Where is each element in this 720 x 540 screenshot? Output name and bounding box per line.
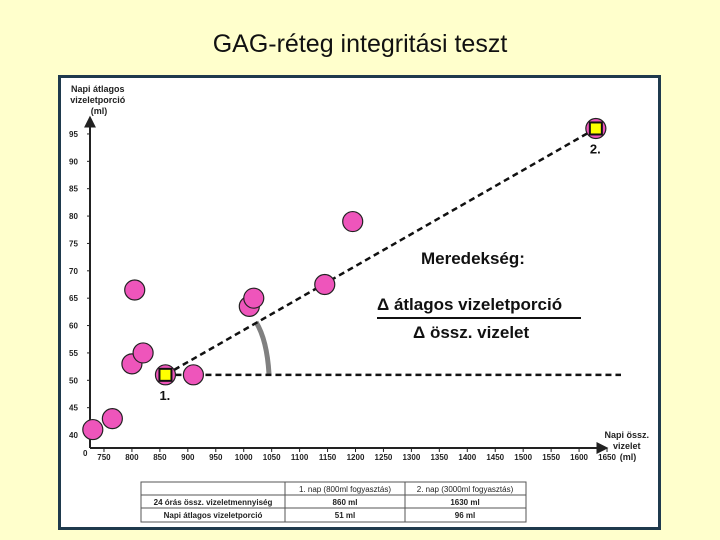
y-axis-label — [70, 84, 128, 116]
x-tick-label: 850 — [153, 453, 167, 462]
y-tick-label: 75 — [69, 239, 78, 249]
x-axis-label-line-2: vizelet — [612, 441, 641, 451]
table-row-label: 24 órás össz. vizeletmennyiség — [153, 498, 273, 507]
y-tick-label: 90 — [69, 157, 78, 167]
y-tick-label: 65 — [69, 294, 78, 304]
y-tick-label: 70 — [69, 266, 78, 276]
x-tick-label: 1650 — [598, 453, 616, 462]
data-point — [102, 409, 122, 429]
data-point — [83, 420, 103, 440]
table-cell: 51 ml — [334, 511, 356, 520]
x-tick-label: 1100 — [290, 453, 309, 462]
table-header-day2: 2. nap (3000ml fogyasztás) — [416, 485, 514, 494]
x-tick-label: 1000 — [234, 453, 253, 462]
chart-panel — [58, 75, 661, 530]
x-tick-label: 950 — [209, 453, 223, 462]
data-point — [133, 343, 153, 363]
x-tick-label: 1050 — [262, 453, 281, 462]
data-point — [315, 275, 335, 295]
x-tick-label: 1400 — [458, 453, 477, 462]
x-tick-label: 1200 — [346, 453, 365, 462]
y-axis-label-line-3: (ml) — [90, 106, 108, 116]
y-tick-label: 55 — [69, 348, 78, 358]
table-row-label: Napi átlagos vizeletporció — [163, 511, 263, 520]
x-tick-label: 900 — [181, 453, 195, 462]
x-axis-label-line-1: Napi össz. — [604, 430, 649, 440]
y-tick-label: 45 — [69, 403, 78, 413]
origin-label: 0 — [83, 449, 88, 458]
x-axis-label-line-3: (ml) — [619, 452, 637, 462]
table-cell: 860 ml — [332, 498, 358, 507]
x-tick-label: 1350 — [430, 453, 449, 462]
y-axis-label-line-1: Napi átlagos — [70, 84, 125, 94]
x-tick-label: 1600 — [570, 453, 588, 462]
table-header-day1: 1. nap (800ml fogyasztás) — [298, 485, 392, 494]
highlight-point-marker — [590, 122, 602, 134]
x-tick-label: 1500 — [514, 453, 533, 462]
x-tick-label: 1450 — [486, 453, 505, 462]
x-tick-label: 1250 — [374, 453, 393, 462]
y-tick-label: 80 — [69, 212, 78, 222]
y-tick-label: 60 — [69, 321, 78, 331]
page-title: GAG-réteg integritási teszt — [212, 30, 508, 58]
slope-pointer — [256, 322, 269, 374]
data-point — [183, 365, 203, 385]
x-tick-label: 800 — [125, 453, 139, 462]
highlight-point-label: 1. — [159, 387, 171, 403]
y-axis-label-line-2: vizeletporció — [70, 95, 126, 105]
slope-numerator: Δ átlagos vizeletporció — [377, 295, 563, 314]
y-tick-label: 95 — [69, 129, 78, 139]
x-tick-label: 1300 — [402, 453, 421, 462]
scatter-chart — [61, 78, 658, 527]
slope-denominator: Δ össz. vizelet — [413, 323, 530, 342]
x-tick-label: 1550 — [542, 453, 561, 462]
x-tick-label: 750 — [97, 453, 111, 462]
data-table — [141, 482, 526, 522]
x-tick-label: 1150 — [318, 453, 337, 462]
table-cell: 96 ml — [454, 511, 476, 520]
y-tick-label: 50 — [69, 376, 78, 386]
highlight-point-label: 2. — [589, 141, 601, 157]
data-point — [125, 280, 145, 300]
data-point — [244, 288, 264, 308]
data-point — [343, 212, 363, 232]
y-tick-label: 40 — [69, 431, 78, 441]
table-cell: 1630 ml — [450, 498, 480, 507]
y-tick-label: 85 — [69, 184, 78, 194]
highlight-point-marker — [159, 369, 171, 381]
slope-heading: Meredekség: — [421, 249, 525, 268]
